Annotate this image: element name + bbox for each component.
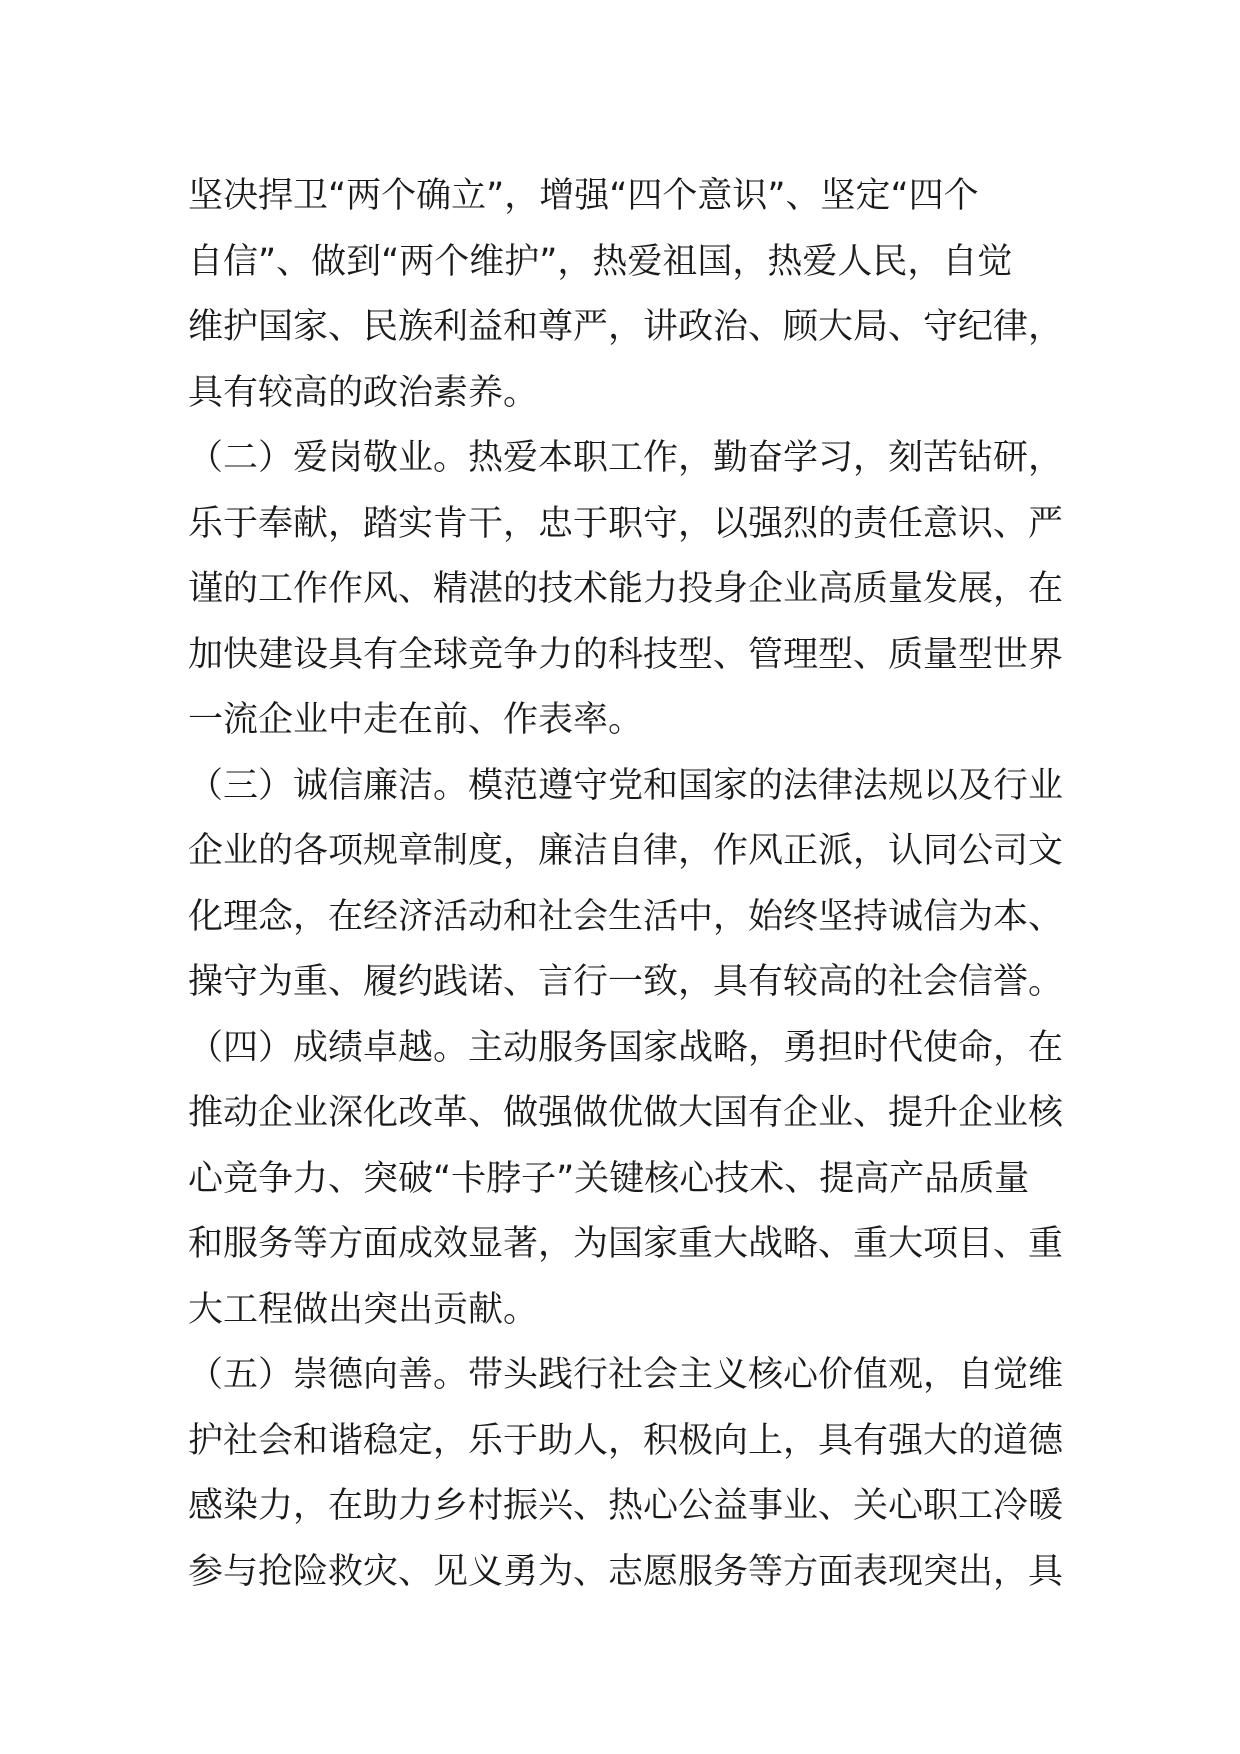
text-line: 感染力，在助力乡村振兴、热心公益事业、关心职工冷暖 bbox=[188, 1486, 1064, 1526]
text-line: 一流企业中走在前、作表率。 bbox=[188, 700, 644, 740]
text-line: 操守为重、履约践诺、言行一致，具有较高的社会信誉。 bbox=[188, 962, 1064, 1002]
text-line: 参与抢险救灾、见义勇为、志愿服务等方面表现突出，具 bbox=[188, 1551, 1064, 1592]
text-line: 大工程做出突出贡献。 bbox=[188, 1289, 539, 1330]
section-4-heading-line: （四）成绩卓越。主动服务国家战略，勇担时代使命，在 bbox=[188, 1027, 1064, 1068]
text-line: 自信”、做到“两个维护”，热爱祖国，热爱人民，自觉 bbox=[188, 241, 1013, 282]
text-line: 乐于奉献，踏实肯干，忠于职守，以强烈的责任意识、严 bbox=[188, 503, 1064, 544]
text-line: 谨的工作作风、精湛的技术能力投身企业高质量发展，在 bbox=[188, 569, 1064, 609]
text-line: 护社会和谐稳定，乐于助人，积极向上，具有强大的道德 bbox=[188, 1420, 1064, 1461]
text-line: 坚决捍卫“两个确立”，增强“四个意识”、坚定“四个 bbox=[188, 176, 979, 216]
text-line: 化理念，在经济活动和社会生活中，始终坚持诚信为本、 bbox=[188, 896, 1064, 937]
text-line: 维护国家、民族利益和尊严，讲政治、顾大局、守纪律， bbox=[188, 307, 1064, 347]
body-text bbox=[188, 164, 1064, 1605]
text-line: 企业的各项规章制度，廉洁自律，作风正派，认同公司文 bbox=[188, 831, 1064, 871]
text-line: 推动企业深化改革、做强做优做大国有企业、提升企业核 bbox=[188, 1093, 1064, 1133]
text-line: 心竞争力、突破“卡脖子”关键核心技术、提高产品质量 bbox=[188, 1158, 1030, 1199]
text-line: 和服务等方面成效显著，为国家重大战略、重大项目、重 bbox=[188, 1224, 1064, 1264]
section-5-heading-line: （五）崇德向善。带头践行社会主义核心价值观，自觉维 bbox=[188, 1355, 1064, 1395]
section-3-heading-line: （三）诚信廉洁。模范遵守党和国家的法律法规以及行业 bbox=[188, 765, 1064, 806]
section-2-heading-line: （二）爱岗敬业。热爱本职工作，勤奋学习，刻苦钻研， bbox=[188, 438, 1064, 478]
text-line: 加快建设具有全球竞争力的科技型、管理型、质量型世界 bbox=[188, 634, 1064, 675]
text-line: 具有较高的政治素养。 bbox=[188, 372, 539, 413]
